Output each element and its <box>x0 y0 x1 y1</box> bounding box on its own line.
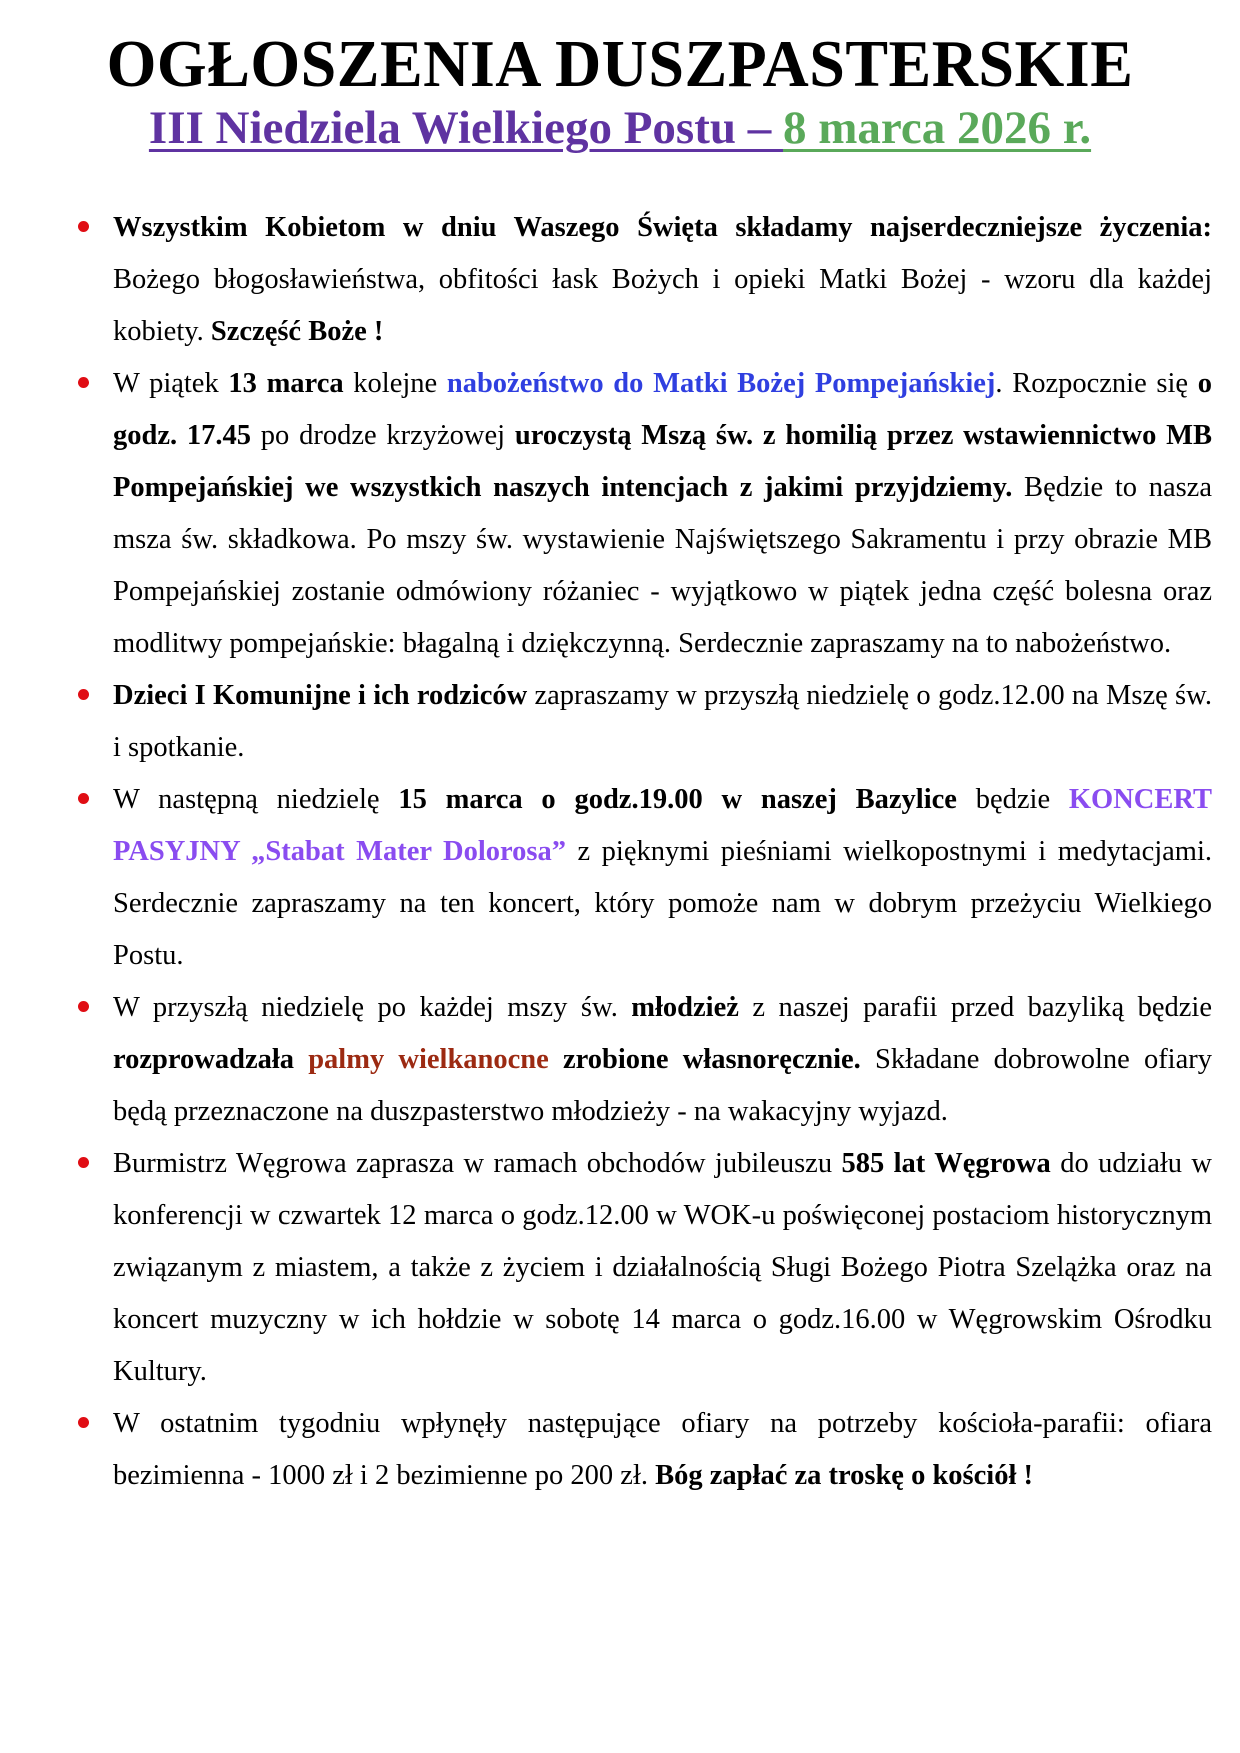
announcement-item-womens-day <box>113 202 1212 358</box>
announcement-item-town-jubilee <box>113 1138 1212 1398</box>
announcement-item-easter-palms <box>113 982 1212 1138</box>
bullet-icon <box>78 689 89 700</box>
bullet-icon <box>78 1001 89 1012</box>
segment: Burmistrz Węgrowa zaprasza w ramach obchodów jubileuszu <box>113 1148 842 1179</box>
segment: z naszej parafii przed bazyliką będzie <box>738 992 1212 1023</box>
highlight-easter-palms: palmy wielkanocne <box>308 1044 549 1075</box>
bullet-icon <box>78 1417 89 1428</box>
subtitle-sunday-name: III Niedziela Wielkiego Postu – <box>148 102 783 154</box>
segment: z pięknymi pieśniami wielkopostnymi i medytacjami. Serdecznie zapraszamy na ten koncert, który pomoże nam w dobrym przeżyciu Wielkiego Postu. <box>113 836 1213 971</box>
segment: kolejne <box>343 368 447 399</box>
segment: W piątek <box>113 368 229 399</box>
segment: po drodze krzyżowej <box>251 420 515 451</box>
segment: zrobione własnoręcznie. <box>548 1044 861 1075</box>
segment: 585 lat Węgrowa <box>841 1148 1051 1179</box>
subtitle-date: 8 marca 2026 r. <box>783 102 1092 154</box>
segment: zapraszamy w przyszłą niedzielę o godz.12.00 na Mszę św. i spotkanie. <box>113 680 1212 763</box>
segment: uroczystą Mszą św. z homilią przez wstawiennictwo MB Pompejańskiej we wszystkich naszych intencjach z jakimi przyjdziemy. <box>113 420 1213 503</box>
segment: będzie <box>956 784 1069 815</box>
segment: W ostatnim tygodniu wpłynęły następujące ofiary na potrzeby kościoła-parafii: ofiara bezimienna - 1000 zł i 2 bezimienne po 200 zł. <box>113 1408 1212 1491</box>
segment: Będzie to nasza msza św. składkowa. Po mszy św. wystawienie Najświętszego Sakramentu i przy obrazie MB Pompejańskiej zostanie odmówiony różaniec - wyjątkowo w piątek jedna część bolesna oraz modlitwy pompejańskie: błagalną i dziękczynną. Serdecznie zapraszamy na to nabożeństwo. <box>113 472 1212 659</box>
bullet-icon <box>78 377 89 388</box>
segment: 15 marca o godz.19.00 w naszej Bazylice <box>398 784 957 815</box>
bullet-icon <box>78 1157 89 1168</box>
segment: Bożego błogosławieństwa, obfitości łask Bożych i opieki Matki Bożej - wzoru dla każdej kobiety. <box>113 264 1212 347</box>
bullet-icon <box>78 793 89 804</box>
segment: o godz. 17.45 <box>113 368 1213 451</box>
announcement-item-pompeii-service <box>113 358 1212 670</box>
segment: Dzieci I Komunijne i ich rodziców <box>113 680 528 711</box>
announcement-item-first-communion <box>113 670 1212 774</box>
segment: . Rozpocznie się <box>995 368 1198 399</box>
segment: młodzież <box>631 992 739 1023</box>
segment: Składane dobrowolne ofiary będą przeznaczone na duszpasterstwo młodzieży - na wakacyjny wyjazd. <box>113 1044 1212 1127</box>
announcement-item-donations <box>113 1398 1212 1502</box>
highlight-concert-title: KONCERT PASYJNY „Stabat Mater Dolorosa” <box>113 784 1212 867</box>
segment: W następną niedzielę <box>113 784 399 815</box>
segment: 13 marca <box>228 368 344 399</box>
highlight-pompeii-service: nabożeństwo do Matki Bożej Pompejańskiej <box>446 368 996 399</box>
page-subtitle <box>0 100 1240 156</box>
segment: Bóg zapłać za troskę o kościół ! <box>655 1460 1034 1491</box>
segment: Wszystkim Kobietom w dniu Waszego Święta składamy najserdeczniejsze życzenia: <box>113 212 1212 243</box>
bullet-icon <box>78 221 89 232</box>
page-title: OGŁOSZENIA DUSZPASTERSKIE <box>106 26 1134 101</box>
announcement-list <box>0 202 1240 1502</box>
segment: do udziału w konferencji w czwartek 12 marca o godz.12.00 w WOK-u poświęconej postaciom historycznym związanym z miastem, a także z życiem i działalnością Sługi Bożego Piotra Szelążka oraz na koncert muzyczny w ich hołdzie w sobotę 14 marca o godz.16.00 w Węgrowskim Ośrodku Kultury. <box>113 1148 1212 1387</box>
segment: rozprowadzała <box>113 1044 309 1075</box>
segment: Szczęść Boże ! <box>210 316 384 347</box>
announcement-item-passion-concert <box>113 774 1212 982</box>
segment: W przyszłą niedzielę po każdej mszy św. <box>113 992 632 1023</box>
